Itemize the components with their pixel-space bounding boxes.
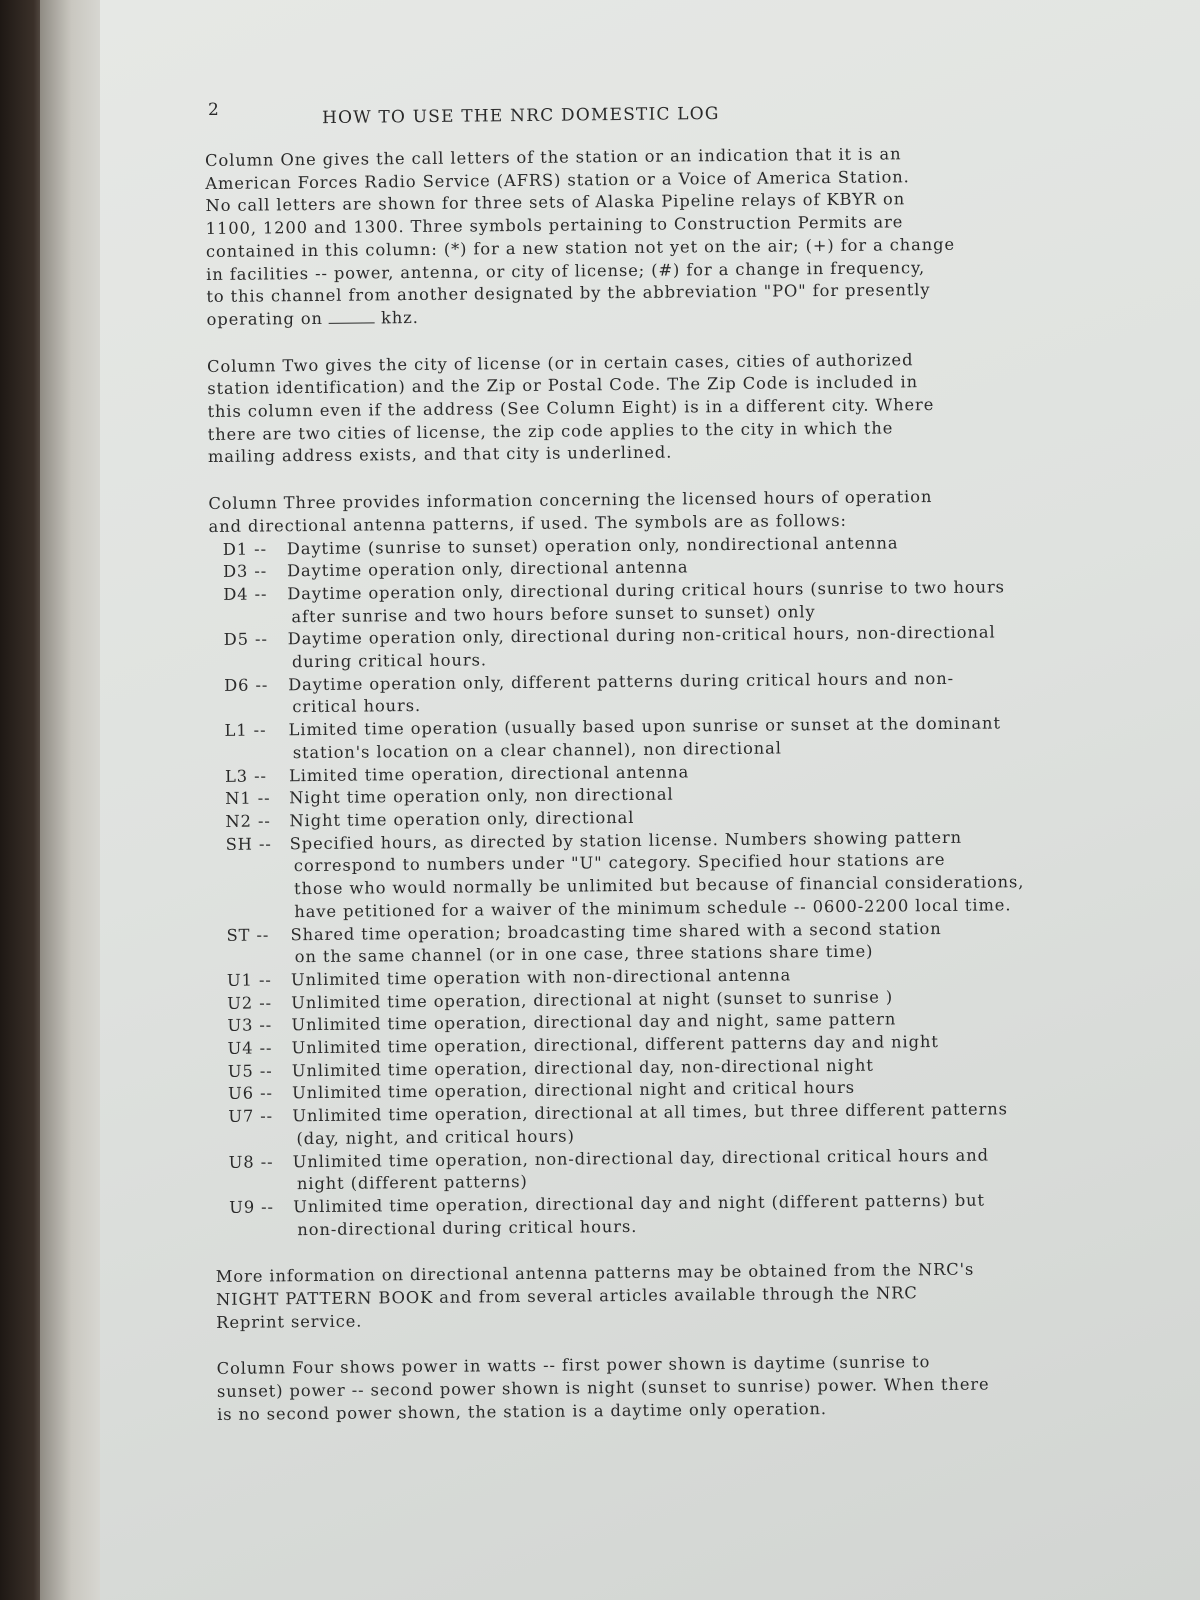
symbol-description-line: Shared time operation; broadcasting time shared with a second station xyxy=(290,918,942,944)
symbol-code: U5 -- xyxy=(227,1061,273,1081)
symbol-description xyxy=(288,712,1090,765)
symbol-code: ST -- xyxy=(226,924,270,945)
more-info-paragraph xyxy=(216,1258,1097,1335)
symbol-code: D1 -- xyxy=(222,538,268,559)
symbol-description xyxy=(293,1143,1095,1196)
symbol-code: U4 -- xyxy=(227,1038,273,1058)
symbol-code: D3 -- xyxy=(222,561,268,582)
text-line: Column Two gives the city of license (or in certain cases, cities of authorized xyxy=(206,349,914,376)
symbol-description-line: Night time operation only, directional xyxy=(289,807,635,831)
symbol-description-line: Unlimited time operation, directional at night (sunset to sunrise ) xyxy=(291,987,894,1012)
symbol-description xyxy=(290,825,1093,924)
symbol-code: D5 -- xyxy=(223,629,268,650)
text-line: Column Three provides information concerning the licensed hours of operation xyxy=(208,487,933,514)
text-line: there are two cities of license, the zip code applies to the city in which the xyxy=(207,418,894,444)
text-line: Column One gives the call letters of the station or an indication that it is an xyxy=(205,144,902,170)
text-line: American Forces Radio Service (AFRS) station or a Voice of America Station. xyxy=(205,166,910,193)
symbol-description xyxy=(292,1098,1094,1151)
symbol-code: SH -- xyxy=(225,834,272,854)
page-title: HOW TO USE THE NRC DOMESTIC LOG xyxy=(321,103,720,129)
text-line: mailing address exists, and that city is underlined. xyxy=(207,442,673,467)
symbol-description-line: on the same channel (or in one case, three stations share time) xyxy=(294,941,874,967)
symbol-description-line: Unlimited time operation, directional at all times, but three different patterns xyxy=(292,1099,1008,1126)
page-content xyxy=(205,142,1097,1451)
symbol-description xyxy=(288,666,1090,719)
symbol-row xyxy=(212,825,1093,924)
symbol-code: D6 -- xyxy=(224,675,269,695)
symbol-description-line: Unlimited time operation, directional, different patterns day and night xyxy=(291,1032,939,1058)
symbol-list xyxy=(209,530,1096,1242)
symbol-code: U6 -- xyxy=(227,1083,273,1104)
text-line: in facilities -- power, antenna, or city of license; (#) for a change in frequency, xyxy=(206,257,926,284)
blank-underline xyxy=(329,308,375,323)
symbol-description xyxy=(290,916,1092,969)
symbol-description-line: Daytime operation only, directional antenna xyxy=(286,557,689,581)
symbol-description-line: have petitioned for a waiver of the minimum schedule -- 0600-2200 local time. xyxy=(294,895,1012,921)
column-two-paragraph xyxy=(207,347,1088,469)
column-four-paragraph xyxy=(217,1350,1098,1427)
symbol-description-line: (day, night, and critical hours) xyxy=(296,1126,575,1148)
symbol-description-line: Daytime operation only, different patterns during critical hours and non- xyxy=(288,668,955,694)
symbol-code: U2 -- xyxy=(227,993,273,1013)
text-line: is no second power shown, the station is a daytime only operation. xyxy=(217,1398,828,1424)
symbol-description-line: Unlimited time operation, non-directional day, directional critical hours and xyxy=(292,1145,990,1171)
symbol-description-line: Unlimited time operation, directional day and night, same pattern xyxy=(291,1009,897,1035)
document-page xyxy=(100,0,1200,1600)
symbol-description xyxy=(288,621,1090,674)
symbol-description-line: Unlimited time operation with non-directional antenna xyxy=(290,965,792,990)
symbol-code: U8 -- xyxy=(228,1151,274,1172)
symbol-code: L3 -- xyxy=(224,766,267,786)
symbol-code: L1 -- xyxy=(224,720,267,741)
text-line: Column Four shows power in watts -- first power shown is daytime (sunrise to xyxy=(216,1352,931,1379)
symbol-description-line: those who would normally be unlimited but because of financial considerations, xyxy=(294,872,1025,899)
text-line: More information on directional antenna patterns may be obtained from the NRC's xyxy=(215,1260,975,1287)
symbol-description-line: Night time operation only, non directional xyxy=(289,784,674,808)
symbol-row xyxy=(215,1188,1095,1242)
symbol-description xyxy=(293,1188,1095,1241)
text-line: this column even if the address (See Column Eight) is in a different city. Where xyxy=(207,395,935,422)
column-one-paragraph xyxy=(205,142,1087,332)
symbol-code: U7 -- xyxy=(228,1106,274,1126)
symbol-description-line: critical hours. xyxy=(292,696,422,717)
symbol-description-line: correspond to numbers under "U" category. Specified hour stations are xyxy=(293,850,946,876)
symbol-description-line: Specified hours, as directed by station license. Numbers showing pattern xyxy=(289,827,963,853)
symbol-description-line: Daytime (sunrise to sunset) operation only, nondirectional antenna xyxy=(286,532,899,558)
symbol-description-line: during critical hours. xyxy=(291,650,487,672)
page-number: 2 xyxy=(208,100,219,120)
symbol-description-line: after sunrise and two hours before sunset to sunset) only xyxy=(291,601,816,626)
symbol-code: N1 -- xyxy=(225,788,271,809)
symbol-description xyxy=(287,575,1089,628)
text-line: No call letters are shown for three sets of Alaska Pipeline relays of KBYR on xyxy=(205,189,906,216)
text-line: station identification) and the Zip or Postal Code. The Zip Code is included in xyxy=(207,372,919,399)
symbol-code: U9 -- xyxy=(229,1197,275,1217)
text-line: to this channel from another designated by the abbreviation "PO" for presently xyxy=(206,280,931,307)
symbol-description-line: Daytime operation only, directional during critical hours (sunrise to two hours xyxy=(287,577,1005,604)
symbol-code: U1 -- xyxy=(226,970,272,990)
symbol-description-line: Unlimited time operation, directional day, non-directional night xyxy=(291,1055,874,1080)
symbol-description-line: night (different patterns) xyxy=(296,1172,528,1194)
symbol-description-line: Unlimited time operation, directional day and night (different patterns) but xyxy=(293,1190,986,1217)
symbol-code: D4 -- xyxy=(223,584,268,604)
symbol-code: U3 -- xyxy=(227,1015,273,1036)
symbol-description-line: Unlimited time operation, directional night and critical hours xyxy=(291,1078,856,1103)
operating-on-label: operating on xyxy=(206,308,323,329)
text-line: Reprint service. xyxy=(216,1311,363,1332)
symbol-description-line: Daytime operation only, directional during non-critical hours, non-directional xyxy=(287,622,996,649)
symbol-description-line: station's location on a clear channel), non directional xyxy=(292,738,782,763)
khz-label: khz. xyxy=(380,307,419,328)
text-line: contained in this column: (*) for a new station not yet on the air; (+) for a change xyxy=(205,234,956,261)
symbol-description-line: Limited time operation (usually based upon sunrise or sunset at the dominant xyxy=(288,713,1001,740)
text-line: and directional antenna patterns, if used. The symbols are as follows: xyxy=(208,510,847,536)
symbol-description-line: Limited time operation, directional antenna xyxy=(288,761,690,785)
symbol-code: N2 -- xyxy=(225,811,271,831)
symbol-description-line: non-directional during critical hours. xyxy=(297,1216,638,1239)
text-line: 1100, 1200 and 1300. Three symbols pertaining to Construction Permits are xyxy=(205,212,904,239)
text-line: sunset) power -- second power shown is night (sunset to sunrise) power. When there xyxy=(216,1374,990,1402)
text-line: NIGHT PATTERN BOOK and from several articles available through the NRC xyxy=(215,1283,918,1309)
